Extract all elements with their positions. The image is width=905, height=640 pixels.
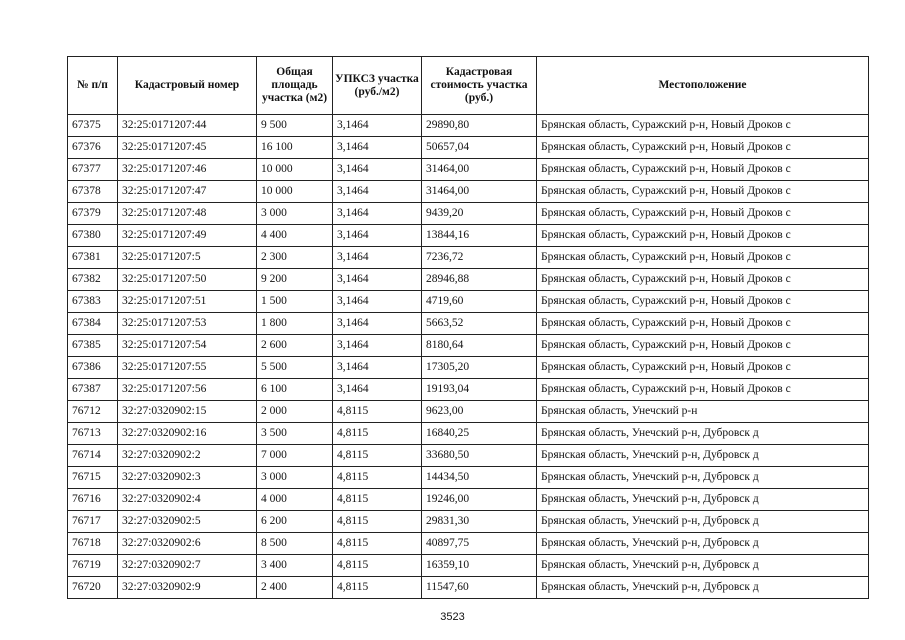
cell-specific-value: 3,1464 — [333, 247, 422, 269]
table-row — [68, 335, 869, 357]
table-row — [68, 115, 869, 137]
cell-area: 2 300 — [257, 247, 333, 269]
cell-area: 3 000 — [257, 203, 333, 225]
cell-row-number: 67383 — [68, 291, 118, 313]
cell-area: 7 000 — [257, 445, 333, 467]
cell-location: Брянская область, Унечский р-н, Дубровск д — [537, 423, 869, 445]
cell-cadastral-value: 5663,52 — [422, 313, 537, 335]
cell-cadastral-value: 11547,60 — [422, 577, 537, 599]
cell-cadastral-value: 19246,00 — [422, 489, 537, 511]
cell-cadastral-value: 13844,16 — [422, 225, 537, 247]
cell-cadastral-value: 16359,10 — [422, 555, 537, 577]
table-row — [68, 445, 869, 467]
cell-area: 2 400 — [257, 577, 333, 599]
table-row — [68, 533, 869, 555]
cell-row-number: 67379 — [68, 203, 118, 225]
table-row — [68, 379, 869, 401]
header-cadastral-value: Кадастровая стоимость участка (руб.) — [422, 57, 537, 115]
page-number: 3523 — [440, 611, 465, 623]
cell-cadastral-number: 32:25:0171207:49 — [118, 225, 257, 247]
cell-area: 10 000 — [257, 181, 333, 203]
cell-cadastral-value: 33680,50 — [422, 445, 537, 467]
cell-area: 4 400 — [257, 225, 333, 247]
cell-specific-value: 4,8115 — [333, 511, 422, 533]
cell-specific-value: 4,8115 — [333, 423, 422, 445]
cell-area: 2 600 — [257, 335, 333, 357]
cell-cadastral-value: 14434,50 — [422, 467, 537, 489]
cell-area: 2 000 — [257, 401, 333, 423]
cell-cadastral-number: 32:27:0320902:4 — [118, 489, 257, 511]
cell-location: Брянская область, Унечский р-н, Дубровск д — [537, 467, 869, 489]
cell-cadastral-number: 32:25:0171207:46 — [118, 159, 257, 181]
cell-location: Брянская область, Унечский р-н, Дубровск д — [537, 511, 869, 533]
table-row — [68, 467, 869, 489]
cell-cadastral-number: 32:27:0320902:2 — [118, 445, 257, 467]
cell-cadastral-value: 9623,00 — [422, 401, 537, 423]
cell-row-number: 76715 — [68, 467, 118, 489]
table-row — [68, 203, 869, 225]
cell-specific-value: 4,8115 — [333, 467, 422, 489]
cell-location: Брянская область, Суражский р-н, Новый Дроков с — [537, 115, 869, 137]
cell-location: Брянская область, Суражский р-н, Новый Дроков с — [537, 225, 869, 247]
cell-cadastral-number: 32:25:0171207:51 — [118, 291, 257, 313]
cell-row-number: 67376 — [68, 137, 118, 159]
cell-specific-value: 3,1464 — [333, 357, 422, 379]
cell-cadastral-value: 19193,04 — [422, 379, 537, 401]
table-body — [68, 115, 869, 599]
cell-location: Брянская область, Суражский р-н, Новый Дроков с — [537, 269, 869, 291]
header-location: Местоположение — [537, 57, 869, 115]
cell-location: Брянская область, Суражский р-н, Новый Дроков с — [537, 313, 869, 335]
cell-location: Брянская область, Унечский р-н — [537, 401, 869, 423]
cell-row-number: 67381 — [68, 247, 118, 269]
cell-row-number: 76713 — [68, 423, 118, 445]
cell-specific-value: 3,1464 — [333, 137, 422, 159]
cell-row-number: 67375 — [68, 115, 118, 137]
cell-cadastral-number: 32:25:0171207:44 — [118, 115, 257, 137]
cell-location: Брянская область, Суражский р-н, Новый Дроков с — [537, 291, 869, 313]
cell-location: Брянская область, Суражский р-н, Новый Дроков с — [537, 181, 869, 203]
table-row — [68, 225, 869, 247]
cell-location: Брянская область, Суражский р-н, Новый Дроков с — [537, 335, 869, 357]
cell-row-number: 67384 — [68, 313, 118, 335]
cell-specific-value: 3,1464 — [333, 159, 422, 181]
cell-cadastral-number: 32:25:0171207:50 — [118, 269, 257, 291]
cell-location: Брянская область, Суражский р-н, Новый Дроков с — [537, 159, 869, 181]
cell-area: 1 800 — [257, 313, 333, 335]
cell-row-number: 67387 — [68, 379, 118, 401]
cell-cadastral-number: 32:27:0320902:7 — [118, 555, 257, 577]
cell-cadastral-number: 32:25:0171207:54 — [118, 335, 257, 357]
cell-cadastral-number: 32:25:0171207:45 — [118, 137, 257, 159]
cell-specific-value: 4,8115 — [333, 445, 422, 467]
cell-area: 5 500 — [257, 357, 333, 379]
cell-specific-value: 3,1464 — [333, 313, 422, 335]
cell-cadastral-value: 31464,00 — [422, 181, 537, 203]
table-row — [68, 247, 869, 269]
cell-row-number: 76712 — [68, 401, 118, 423]
cell-area: 8 500 — [257, 533, 333, 555]
cell-row-number: 76719 — [68, 555, 118, 577]
cell-cadastral-value: 40897,75 — [422, 533, 537, 555]
table-row — [68, 577, 869, 599]
cell-location: Брянская область, Суражский р-н, Новый Дроков с — [537, 137, 869, 159]
cell-cadastral-number: 32:27:0320902:5 — [118, 511, 257, 533]
cell-cadastral-value: 17305,20 — [422, 357, 537, 379]
cell-specific-value: 3,1464 — [333, 225, 422, 247]
cell-specific-value: 3,1464 — [333, 335, 422, 357]
cell-cadastral-number: 32:27:0320902:3 — [118, 467, 257, 489]
table-row — [68, 555, 869, 577]
cell-cadastral-value: 29831,30 — [422, 511, 537, 533]
table-row — [68, 137, 869, 159]
cell-row-number: 67380 — [68, 225, 118, 247]
cell-area: 9 200 — [257, 269, 333, 291]
cell-area: 6 100 — [257, 379, 333, 401]
cell-location: Брянская область, Унечский р-н, Дубровск д — [537, 445, 869, 467]
cell-cadastral-number: 32:27:0320902:9 — [118, 577, 257, 599]
cell-specific-value: 3,1464 — [333, 291, 422, 313]
cell-specific-value: 3,1464 — [333, 115, 422, 137]
table-row — [68, 357, 869, 379]
cell-row-number: 76720 — [68, 577, 118, 599]
cell-location: Брянская область, Унечский р-н, Дубровск д — [537, 533, 869, 555]
cell-cadastral-number: 32:25:0171207:48 — [118, 203, 257, 225]
header-cadastral-number: Кадастровый номер — [118, 57, 257, 115]
cell-cadastral-number: 32:27:0320902:15 — [118, 401, 257, 423]
cell-cadastral-value: 50657,04 — [422, 137, 537, 159]
table-row — [68, 511, 869, 533]
cell-row-number: 67385 — [68, 335, 118, 357]
cell-location: Брянская область, Унечский р-н, Дубровск д — [537, 555, 869, 577]
cadastral-table — [67, 56, 869, 599]
cell-location: Брянская область, Унечский р-н, Дубровск д — [537, 577, 869, 599]
cell-specific-value: 4,8115 — [333, 533, 422, 555]
cell-cadastral-number: 32:27:0320902:6 — [118, 533, 257, 555]
cell-location: Брянская область, Унечский р-н, Дубровск д — [537, 489, 869, 511]
cell-row-number: 76718 — [68, 533, 118, 555]
cell-row-number: 76714 — [68, 445, 118, 467]
cell-area: 16 100 — [257, 137, 333, 159]
table-row — [68, 269, 869, 291]
cell-location: Брянская область, Суражский р-н, Новый Дроков с — [537, 357, 869, 379]
cell-cadastral-value: 4719,60 — [422, 291, 537, 313]
cell-row-number: 67377 — [68, 159, 118, 181]
cell-area: 3 400 — [257, 555, 333, 577]
cell-area: 1 500 — [257, 291, 333, 313]
header-specific-value: УПКСЗ участка (руб./м2) — [333, 57, 422, 115]
cell-row-number: 67382 — [68, 269, 118, 291]
table-row — [68, 489, 869, 511]
cell-row-number: 76716 — [68, 489, 118, 511]
cell-location: Брянская область, Суражский р-н, Новый Дроков с — [537, 247, 869, 269]
cell-cadastral-number: 32:25:0171207:56 — [118, 379, 257, 401]
header-row-number: № п/п — [68, 57, 118, 115]
cell-location: Брянская область, Суражский р-н, Новый Дроков с — [537, 379, 869, 401]
table-row — [68, 423, 869, 445]
cell-cadastral-value: 31464,00 — [422, 159, 537, 181]
table-header — [68, 57, 869, 115]
table-row — [68, 181, 869, 203]
cell-specific-value: 3,1464 — [333, 269, 422, 291]
cell-specific-value: 4,8115 — [333, 489, 422, 511]
header-row — [68, 57, 869, 115]
cell-area: 3 500 — [257, 423, 333, 445]
table-row — [68, 401, 869, 423]
cell-cadastral-value: 28946,88 — [422, 269, 537, 291]
cell-cadastral-value: 16840,25 — [422, 423, 537, 445]
cell-cadastral-value: 29890,80 — [422, 115, 537, 137]
cell-specific-value: 3,1464 — [333, 379, 422, 401]
cell-cadastral-number: 32:25:0171207:47 — [118, 181, 257, 203]
cell-specific-value: 4,8115 — [333, 555, 422, 577]
cell-specific-value: 4,8115 — [333, 401, 422, 423]
cell-specific-value: 3,1464 — [333, 203, 422, 225]
header-area: Общая площадь участка (м2) — [257, 57, 333, 115]
cell-area: 3 000 — [257, 467, 333, 489]
table-row — [68, 159, 869, 181]
cell-cadastral-value: 9439,20 — [422, 203, 537, 225]
table-row — [68, 291, 869, 313]
table-row — [68, 313, 869, 335]
cell-specific-value: 4,8115 — [333, 577, 422, 599]
cell-cadastral-number: 32:25:0171207:55 — [118, 357, 257, 379]
cell-cadastral-number: 32:25:0171207:53 — [118, 313, 257, 335]
cell-area: 6 200 — [257, 511, 333, 533]
cell-area: 10 000 — [257, 159, 333, 181]
cell-cadastral-value: 7236,72 — [422, 247, 537, 269]
cell-area: 4 000 — [257, 489, 333, 511]
cell-row-number: 67378 — [68, 181, 118, 203]
cell-cadastral-number: 32:27:0320902:16 — [118, 423, 257, 445]
cell-cadastral-value: 8180,64 — [422, 335, 537, 357]
cell-area: 9 500 — [257, 115, 333, 137]
cell-specific-value: 3,1464 — [333, 181, 422, 203]
cell-location: Брянская область, Суражский р-н, Новый Дроков с — [537, 203, 869, 225]
cell-row-number: 76717 — [68, 511, 118, 533]
cell-row-number: 67386 — [68, 357, 118, 379]
cell-cadastral-number: 32:25:0171207:5 — [118, 247, 257, 269]
